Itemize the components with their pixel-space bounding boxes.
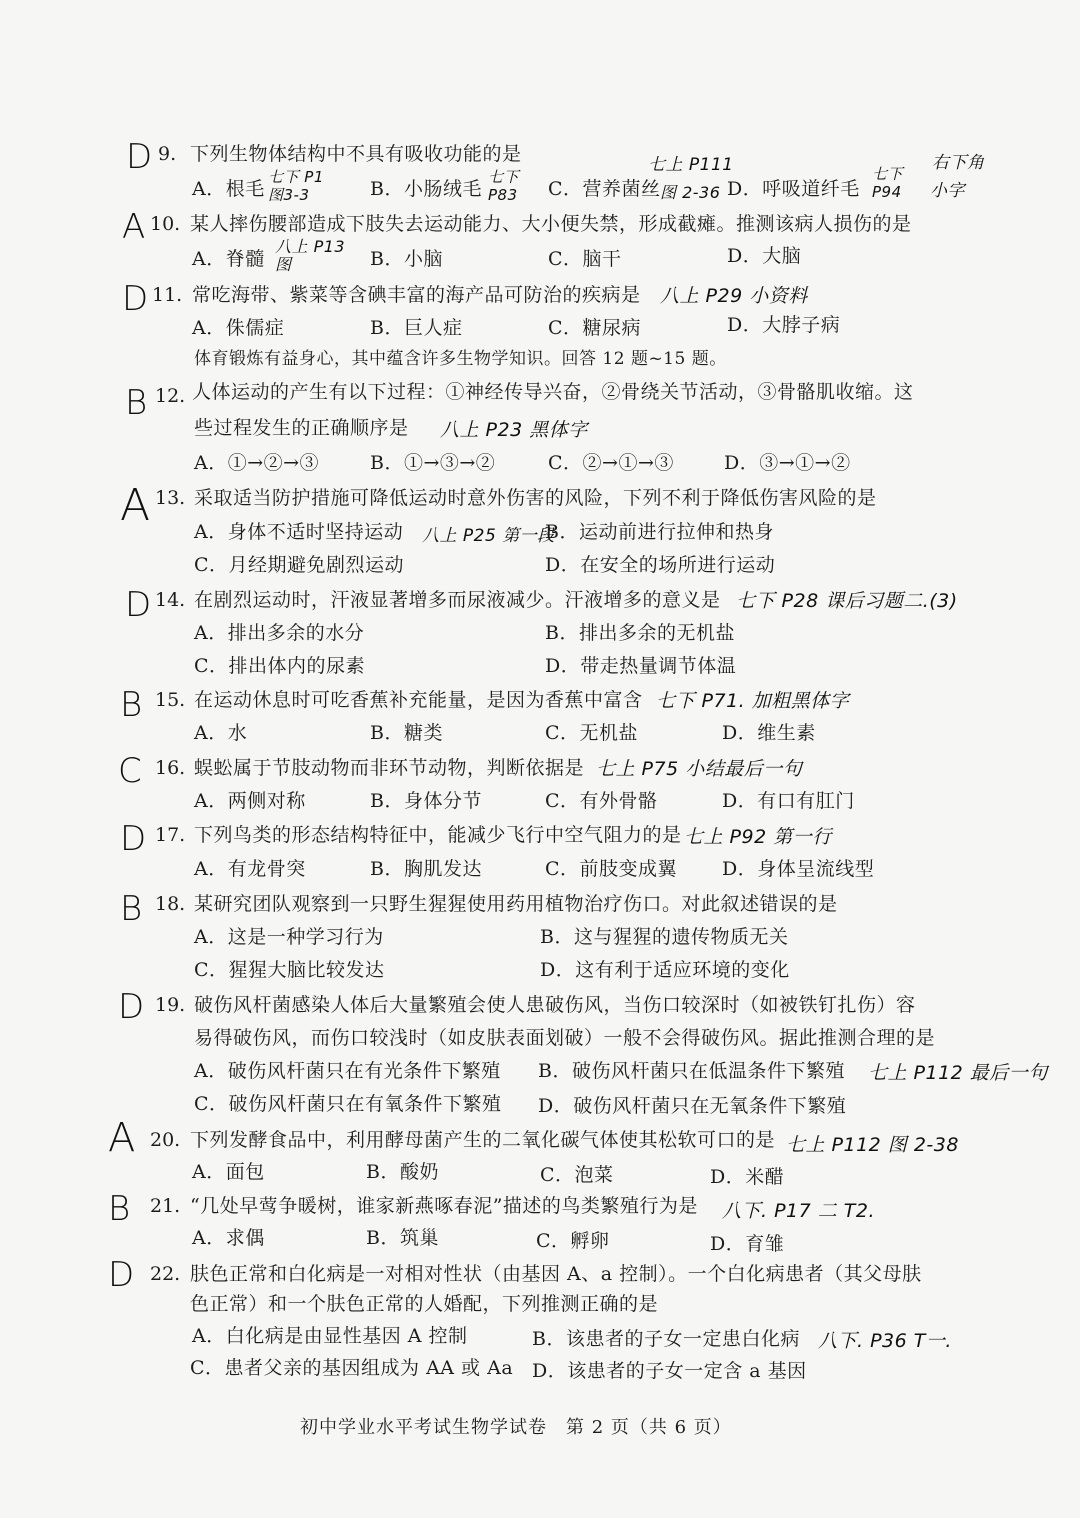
option-c: C．排出体内的尿素	[194, 655, 366, 677]
question-stem: 在剧烈运动时，汗液显著增多而尿液减少。汗液增多的意义是	[194, 589, 721, 611]
option-d: D．带走热量调节体温	[545, 655, 737, 677]
question-number: 14.	[155, 589, 186, 611]
answer-mark-q14: D	[125, 585, 152, 625]
option-c: C．②→①→③	[548, 452, 674, 474]
handwritten-note: 右下角	[932, 153, 985, 173]
option-b: B．身体分节	[370, 790, 482, 812]
handwritten-note: 八上 P13 图	[275, 237, 346, 274]
handwritten-note: 七下 P28 课后习题二.(3)	[736, 590, 958, 612]
question-stem: 在运动休息时可吃香蕉补充能量，是因为香蕉中富含	[194, 689, 643, 711]
option-c: C．猩猩大脑比较发达	[194, 959, 385, 981]
question-stem: 破伤风杆菌感染人体后大量繁殖会使人患破伤风，当伤口较深时（如被铁钉扎伤）容	[194, 994, 916, 1016]
option-b: B．巨人症	[370, 317, 463, 339]
option-c: C．孵卵	[536, 1230, 610, 1252]
option-c: C．破伤风杆菌只在有氧条件下繁殖	[194, 1093, 502, 1115]
question-stem: 常吃海带、紫菜等含碘丰富的海产品可防治的疾病是	[192, 284, 641, 306]
question-stem-continued: 易得破伤风，而伤口较浅时（如皮肤表面划破）一般不会得破伤风。据此推测合理的是	[194, 1027, 936, 1049]
option-c: C．营养菌丝	[548, 178, 661, 200]
option-d: D．这有利于适应环境的变化	[540, 959, 790, 981]
question-stem: 下列生物体结构中不具有吸收功能的是	[190, 143, 522, 165]
option-b: B．①→③→②	[370, 452, 496, 474]
option-b: B．小脑	[370, 248, 443, 270]
option-c: C．月经期避免剧烈运动	[194, 554, 405, 576]
option-a: A．水	[194, 722, 248, 744]
option-a: A．有龙骨突	[194, 858, 306, 880]
handwritten-note: 七上 P111	[648, 155, 734, 175]
option-d: D．③→①→②	[724, 452, 851, 474]
option-c: C．脑干	[548, 248, 622, 270]
handwritten-note: 七上 P75 小结最后一句	[596, 758, 803, 780]
question-number: 18.	[155, 893, 186, 915]
handwritten-note: 八下. P17 二 T2.	[722, 1200, 876, 1222]
option-a: A．脊髓	[192, 248, 265, 270]
answer-mark-q19: D	[118, 987, 145, 1027]
option-b: B．这与猩猩的遗传物质无关	[540, 926, 789, 948]
question-stem: 蜈蚣属于节肢动物而非环节动物，判断依据是	[194, 757, 585, 779]
question-stem: 下列发酵食品中，利用酵母菌产生的二氧化碳气体使其松软可口的是	[190, 1129, 776, 1151]
question-number: 17.	[155, 824, 186, 846]
option-b: B．筑巢	[366, 1227, 439, 1249]
answer-mark-q20: A	[108, 1115, 136, 1161]
option-b: B．破伤风杆菌只在低温条件下繁殖	[538, 1060, 845, 1082]
answer-mark-q13: A	[120, 480, 151, 531]
handwritten-note: 八上 P25 第一段	[422, 526, 555, 546]
option-a: A．根毛	[192, 178, 265, 200]
option-a: A．面包	[192, 1161, 265, 1183]
handwritten-note: 七下 P94	[872, 165, 904, 201]
answer-mark-q16: C	[118, 751, 142, 791]
handwritten-note: 八上 P29 小资料	[660, 285, 808, 307]
option-a: A．①→②→③	[194, 452, 320, 474]
option-c: C．患者父亲的基因组成为 AA 或 Aa	[190, 1357, 514, 1379]
handwritten-note: 七下 P1 图3-3	[268, 168, 324, 204]
question-number: 11.	[152, 284, 183, 306]
option-d: D．在安全的场所进行运动	[545, 554, 776, 576]
question-number: 21.	[150, 1195, 181, 1217]
handwritten-note: 八上 P23 黑体字	[440, 419, 588, 441]
answer-mark-q17: D	[120, 819, 147, 859]
question-number: 19.	[155, 994, 186, 1016]
question-number: 9.	[158, 143, 177, 165]
option-a: A．身体不适时坚持运动	[194, 521, 404, 543]
option-d: D．大脑	[727, 245, 802, 267]
option-c: C．有外骨骼	[545, 790, 658, 812]
answer-mark-q21: B	[108, 1189, 131, 1229]
option-b: B．排出多余的无机盐	[545, 622, 735, 644]
option-d: D．呼吸道纤毛	[727, 178, 860, 200]
option-a: A．求偶	[192, 1227, 265, 1249]
option-c: C．无机盐	[545, 722, 639, 744]
handwritten-note: 八下. P36 T一.	[818, 1330, 952, 1352]
option-d: D．维生素	[722, 722, 816, 744]
handwritten-note: 七上 P92 第一行	[684, 826, 832, 848]
answer-mark-q11: D	[122, 279, 149, 319]
option-b: B．运动前进行拉伸和热身	[545, 521, 774, 543]
option-a: A．排出多余的水分	[194, 622, 365, 644]
question-number: 12.	[155, 385, 186, 407]
handwritten-note: 小字	[930, 181, 965, 201]
question-number: 13.	[155, 487, 186, 509]
option-c: C．前肢变成翼	[545, 858, 678, 880]
page-footer: 初中学业水平考试生物学试卷 第 2 页（共 6 页）	[300, 1417, 732, 1438]
answer-mark-q15: B	[120, 685, 143, 725]
option-a: A．两侧对称	[194, 790, 306, 812]
question-stem: 下列鸟类的形态结构特征中，能减少飞行中空气阻力的是	[194, 824, 682, 846]
answer-mark-q10: A	[122, 207, 146, 247]
option-b: B．小肠绒毛	[370, 178, 482, 200]
question-stem: 某研究团队观察到一只野生猩猩使用药用植物治疗伤口。对此叙述错误的是	[194, 893, 838, 915]
option-a: A．这是一种学习行为	[194, 926, 384, 948]
handwritten-note: 七下 P83	[488, 168, 520, 204]
option-d: D．大脖子病	[727, 314, 841, 336]
question-stem-continued: 些过程发生的正确顺序是	[194, 417, 409, 439]
question-number: 16.	[155, 757, 186, 779]
option-d: D．育雏	[710, 1233, 785, 1255]
handwritten-note: 图 2-36	[660, 183, 721, 202]
option-d: D．有口有肛门	[722, 790, 855, 812]
option-a: A．白化病是由显性基因 A 控制	[192, 1325, 468, 1347]
question-stem: 肤色正常和白化病是一对相对性状（由基因 A、a 控制）。一个白化病患者（其父母肤	[190, 1263, 922, 1285]
section-intro: 体育锻炼有益身心，其中蕴含许多生物学知识。回答 12 题~15 题。	[194, 349, 727, 369]
option-a: A．破伤风杆菌只在有光条件下繁殖	[194, 1060, 501, 1082]
question-stem: “几处早莺争暖树，谁家新燕啄春泥”描述的鸟类繁殖行为是	[190, 1195, 698, 1217]
option-d: D．米醋	[710, 1166, 785, 1188]
option-b: B．胸肌发达	[370, 858, 482, 880]
option-d: D．破伤风杆菌只在无氧条件下繁殖	[538, 1095, 847, 1117]
question-stem: 人体运动的产生有以下过程：①神经传导兴奋，②骨绕关节活动，③骨骼肌收缩。这	[192, 381, 914, 403]
option-b: B．酸奶	[366, 1161, 439, 1183]
question-stem: 采取适当防护措施可降低运动时意外伤害的风险，下列不利于降低伤害风险的是	[194, 487, 877, 509]
option-d: D．该患者的子女一定含 a 基因	[532, 1360, 807, 1382]
answer-mark-q22: D	[108, 1255, 135, 1295]
option-b: B．糖类	[370, 722, 443, 744]
question-number: 22.	[150, 1263, 181, 1285]
answer-mark-q18: B	[120, 889, 143, 929]
answer-mark-q9: D	[126, 137, 153, 177]
option-d: D．身体呈流线型	[722, 858, 875, 880]
handwritten-note: 七下 P71. 加粗黑体字	[656, 690, 850, 712]
option-a: A．侏儒症	[192, 317, 285, 339]
handwritten-note: 七上 P112 最后一句	[868, 1062, 1048, 1084]
option-c: C．泡菜	[540, 1164, 614, 1186]
question-stem-continued: 色正常）和一个肤色正常的人婚配，下列推测正确的是	[190, 1293, 659, 1315]
question-number: 15.	[155, 689, 186, 711]
answer-mark-q12: B	[125, 383, 148, 423]
handwritten-note: 七上 P112 图 2-38	[786, 1134, 959, 1156]
option-c: C．糖尿病	[548, 317, 642, 339]
question-number: 20.	[150, 1129, 181, 1151]
option-b: B．该患者的子女一定患白化病	[532, 1328, 800, 1350]
question-stem: 某人摔伤腰部造成下肢失去运动能力、大小便失禁，形成截瘫。推测该病人损伤的是	[190, 213, 912, 235]
question-number: 10.	[150, 213, 181, 235]
